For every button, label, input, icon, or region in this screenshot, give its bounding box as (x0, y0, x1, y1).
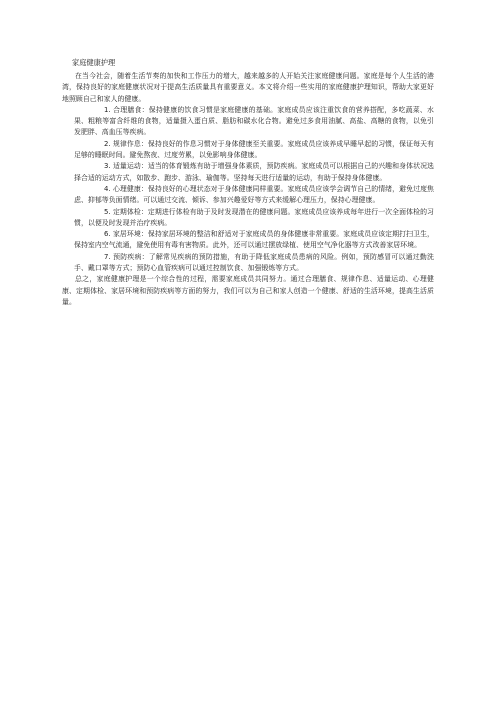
list-item-exercise: 3. 适量运动：适当的体育锻炼有助于增强身体素质，预防疾病。家庭成员可以根据自己的兴趣和身体状况选择合适的运动方式，如散步、跑步、游泳、瑜伽等。坚持每天进行适量的运动，有助于保持身体健康。 (74, 162, 434, 182)
list-item-routine: 2. 规律作息：保持良好的作息习惯对于身体健康至关重要。家庭成员应该养成早睡早起的习惯，保证每天有足够的睡眠时间。避免熬夜、过度劳累，以免影响身体健康。 (74, 139, 434, 160)
list-item-home-environment: 6. 家居环境：保持家居环境的整洁和舒适对于家庭成员的身体健康非常重要。家庭成员应该定期打扫卫生，保持室内空气流通，避免使用有毒有害物质。此外，还可以通过摆放绿植、使用空气净化器等方式改善家居环境。 (74, 230, 434, 250)
summary-paragraph: 总之，家庭健康护理是一个综合性的过程，需要家庭成员共同努力。通过合理膳食、规律作息、适量运动、心理健康、定期体检、家居环境和预防疾病等方面的努力，我们可以为自己和家人创造一个健康、舒适的生活环境，提高生活质量。 (62, 275, 434, 306)
list-item-mental-health: 4. 心理健康：保持良好的心理状态对于身体健康同样重要。家庭成员应该学会调节自己的情绪，避免过度焦虑、抑郁等负面情绪。可以通过交流、倾诉、参加兴趣爱好等方式来缓解心理压力，保持心理健康。 (74, 184, 434, 205)
document-title: 家庭健康护理 (72, 58, 116, 67)
list-item-diet: 1. 合理膳食：保持健康的饮食习惯是家庭健康的基础。家庭成员应该注重饮食的营养搭配，多吃蔬菜、水果、粗粮等富含纤维的食物，适量摄入蛋白质、脂肪和碳水化合物。避免过多食用油腻、高盐、高糖的食物，以免引发肥胖、高血压等疾病。 (74, 105, 434, 137)
list-item-checkup: 5. 定期体检：定期进行体检有助于及时发现潜在的健康问题。家庭成员应该养成每年进行一次全面体检的习惯，以便及时发现并治疗疾病。 (74, 207, 434, 227)
document-page (62, 57, 434, 308)
list-item-disease-prevention: 7. 预防疾病：了解常见疾病的预防措施，有助于降低家庭成员患病的风险。例如，预防感冒可以通过勤洗手、戴口罩等方式；预防心血管疾病可以通过控制饮食、加强锻炼等方式。 (74, 252, 434, 273)
intro-paragraph: 在当今社会，随着生活节奏的加快和工作压力的增大，越来越多的人开始关注家庭健康问题。家庭是每个人生活的港湾，保持良好的家庭健康状况对于提高生活质量具有重要意义。本文将介绍一些实用的家庭健康护理知识，帮助大家更好地照顾自己和家人的健康。 (62, 72, 434, 103)
